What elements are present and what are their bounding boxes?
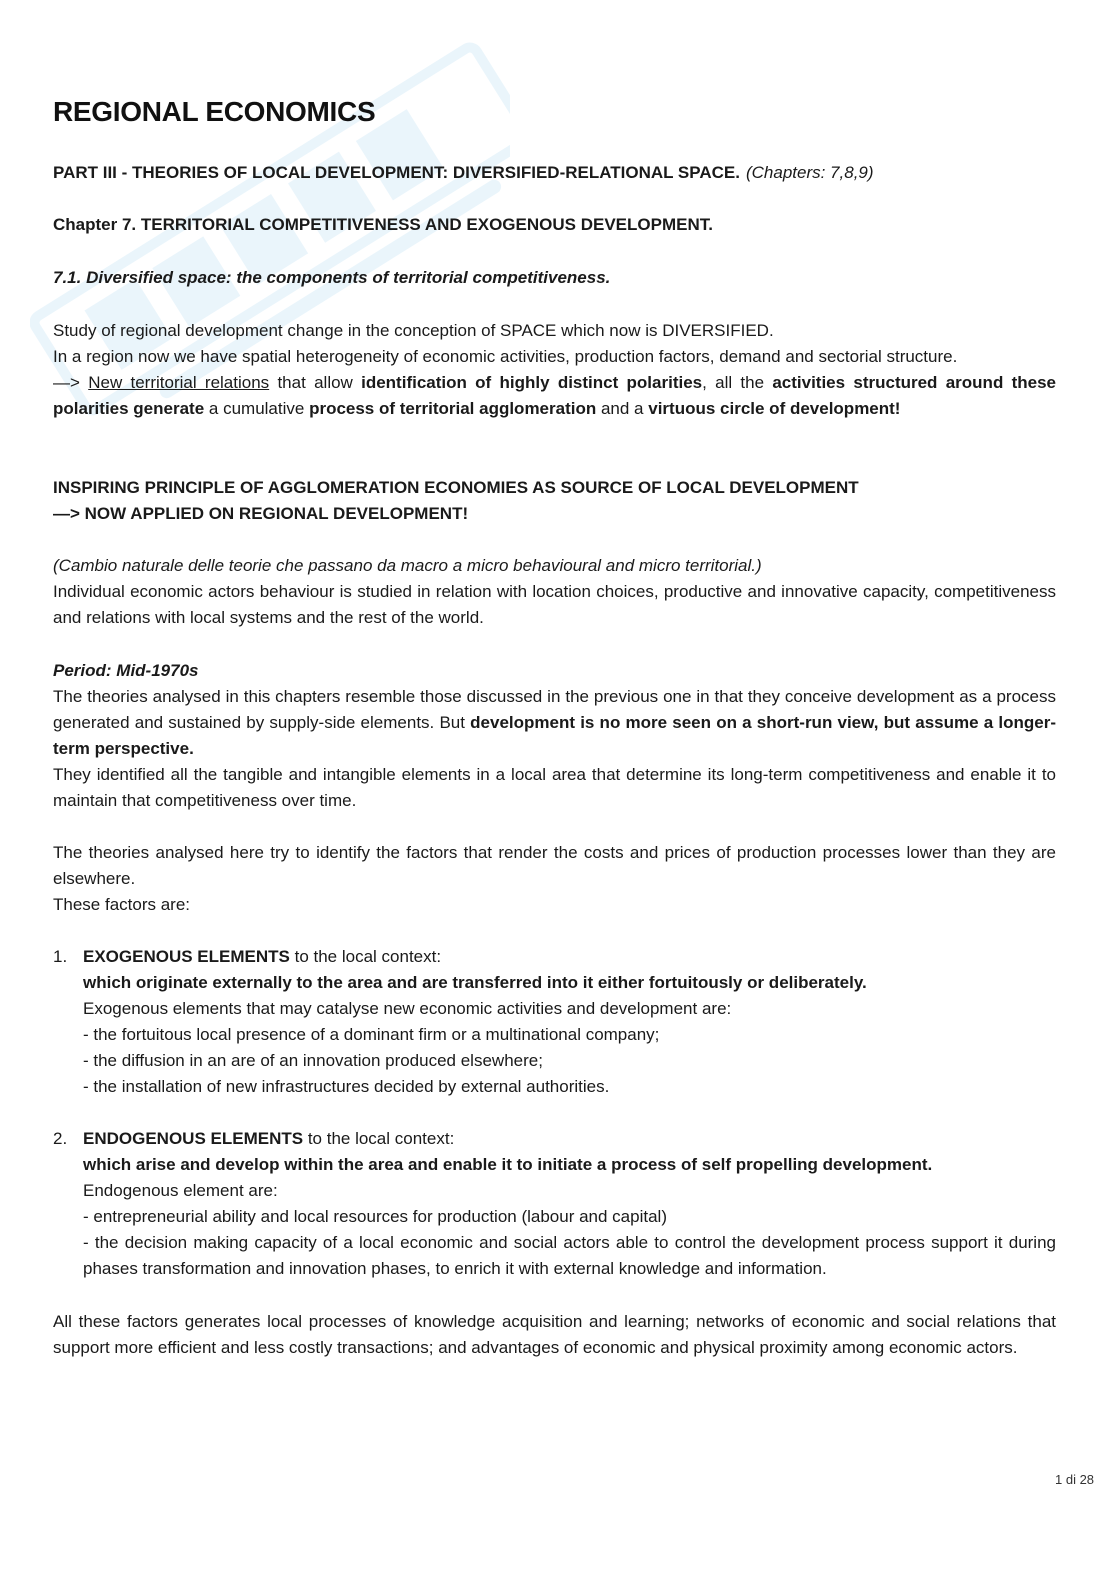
factors-intro-line-2: These factors are: <box>53 895 191 914</box>
list-item <box>53 944 1056 1100</box>
factors-intro <box>53 840 1056 918</box>
behaviour-paragraph <box>53 553 1056 631</box>
intro-paragraph <box>53 318 1056 422</box>
list-number: 2. <box>53 1129 68 1148</box>
intro-relations <box>53 370 1056 422</box>
document-title: REGIONAL ECONOMICS <box>53 96 376 127</box>
list-label-suffix: to the local context: <box>289 947 442 966</box>
territorial-relations-link[interactable]: New territorial relations <box>88 373 270 392</box>
list-label-suffix: to the local context: <box>303 1129 455 1148</box>
list-subitem: - the diffusion in an are of an innovation produced elsewhere; <box>83 1051 543 1070</box>
intro-bold: process of territorial agglomeration <box>309 399 597 418</box>
list-bold-line: which originate externally to the area and are transferred into it either fortuitously or deliberately. <box>83 973 867 992</box>
list-subitem: - the fortuitous local presence of a dominant firm or a multinational company; <box>83 1025 660 1044</box>
principle-block <box>53 475 1056 527</box>
period-text-plain: The theories analysed in this chapters resemble those discussed in the previous one in that they conceive development as a process generated and sustained by supply-side elements. But <box>53 687 1056 732</box>
list-lead: Endogenous element are: <box>83 1181 278 1200</box>
page-number: 1 di 28 <box>1055 1472 1095 1487</box>
period-paragraph <box>53 658 1056 814</box>
part-heading <box>53 163 874 183</box>
intro-text: , all the <box>702 373 773 392</box>
intro-line-1: Study of regional development change in the conception of SPACE which now is DIVERSIFIED. <box>53 321 774 340</box>
intro-bold: identification of highly distinct polarities <box>361 373 703 392</box>
list-label: EXOGENOUS ELEMENTS <box>83 947 290 966</box>
list-number: 1. <box>53 947 68 966</box>
intro-bold: virtuous circle of development! <box>648 399 901 418</box>
intro-text: that allow <box>269 373 362 392</box>
behaviour-text: Individual economic actors behaviour is studied in relation with location choices, productive and innovative capacity, competitiveness and relations with local systems and the rest of the world. <box>53 582 1056 627</box>
arrow: —> <box>53 373 89 392</box>
conclusion-paragraph: All these factors generates local processes of knowledge acquisition and learning; networks of economic and social relations that support more efficient and less costly transactions; and advantages of economic and physical proximity among economic actors. <box>53 1312 1056 1357</box>
intro-text: and a <box>596 399 649 418</box>
intro-text: a cumulative <box>204 399 310 418</box>
italian-note: (Cambio naturale delle teorie che passano da macro a micro behavioural and micro territorial.) <box>53 556 762 575</box>
list-lead: Exogenous elements that may catalyse new economic activities and development are: <box>83 999 732 1018</box>
chapter-heading: Chapter 7. TERRITORIAL COMPETITIVENESS AND EXOGENOUS DEVELOPMENT. <box>53 215 713 234</box>
principle-line-2: —> NOW APPLIED ON REGIONAL DEVELOPMENT! <box>53 504 469 523</box>
list-label: ENDOGENOUS ELEMENTS <box>83 1129 304 1148</box>
principle-line-1: INSPIRING PRINCIPLE OF AGGLOMERATION ECONOMIES AS SOURCE OF LOCAL DEVELOPMENT <box>53 478 859 497</box>
section-heading: 7.1. Diversified space: the components of territorial competitiveness. <box>53 268 611 287</box>
part-heading-text: PART III - THEORIES OF LOCAL DEVELOPMENT: DIVERSIFIED-RELATIONAL SPACE. <box>53 163 740 182</box>
list-subitem: - entrepreneurial ability and local resources for production (labour and capital) <box>83 1207 667 1226</box>
period-text-bold: development is no more seen on a short-run view, but assume a longer-term perspective. <box>53 713 1056 758</box>
list-heading <box>83 1126 1056 1152</box>
list-subitem: - the decision making capacity of a local economic and social actors able to control the development process support it during phases transformation and innovation phases, to enrich it with external knowledge and information. <box>83 1233 1056 1278</box>
intro-line-2: In a region now we have spatial heterogeneity of economic activities, production factors, demand and sectorial structure. <box>53 347 958 366</box>
list-item <box>53 1126 1056 1282</box>
period-label: Period: Mid-1970s <box>53 661 199 680</box>
list-heading <box>83 944 1056 970</box>
list-bold-line: which arise and develop within the area and enable it to initiate a process of self propelling development. <box>83 1155 933 1174</box>
part-chapters: (Chapters: 7,8,9) <box>745 163 874 182</box>
intro-bold: activities structured around these polarities generate <box>53 373 1057 418</box>
period-text <box>53 684 1056 762</box>
list-subitem: - the installation of new infrastructures decided by external authorities. <box>83 1077 610 1096</box>
factors-intro-line-1: The theories analysed here try to identify the factors that render the costs and prices of production processes lower than they are elsewhere. <box>53 843 1056 888</box>
period-text-2: They identified all the tangible and intangible elements in a local area that determine its long-term competitiveness and enable it to maintain that competitiveness over time. <box>53 765 1056 810</box>
